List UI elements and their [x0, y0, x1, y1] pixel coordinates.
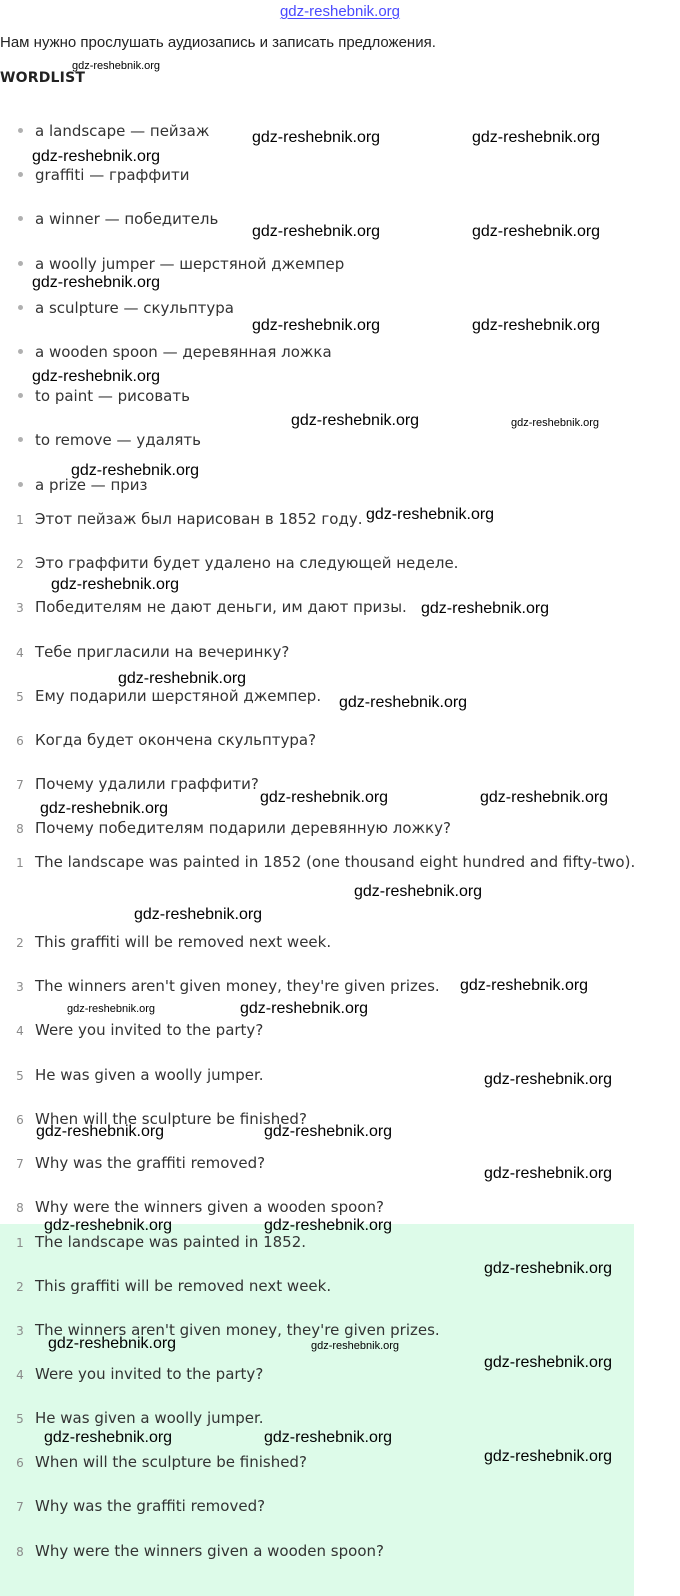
- sentence-text: When will the sculpture be finished?: [35, 1453, 307, 1471]
- sentence-number: 5: [16, 1069, 24, 1083]
- watermark: gdz-reshebnik.org: [252, 317, 381, 334]
- watermark: gdz-reshebnik.org: [40, 800, 169, 817]
- watermark: gdz-reshebnik.org: [291, 412, 420, 429]
- site-header-link[interactable]: gdz-reshebnik.org: [279, 3, 401, 20]
- bullet-icon: [18, 172, 23, 177]
- watermark: gdz-reshebnik.org: [48, 1335, 177, 1352]
- sentence-text: The landscape was painted in 1852.: [35, 1233, 307, 1251]
- watermark: gdz-reshebnik.org: [472, 129, 601, 146]
- sentence-number: 4: [16, 1024, 24, 1038]
- wordlist-title: WORDLIST: [0, 70, 86, 86]
- watermark: gdz-reshebnik.org: [67, 1003, 156, 1015]
- watermark: gdz-reshebnik.org: [484, 1165, 613, 1182]
- sentence-number: 1: [16, 1236, 24, 1250]
- sentence-number: 1: [16, 513, 24, 527]
- sentence-text: Why was the graffiti removed?: [35, 1497, 266, 1515]
- sentence-number: 5: [16, 1412, 24, 1426]
- watermark: gdz-reshebnik.org: [240, 1000, 369, 1017]
- sentence-number: 6: [16, 1456, 24, 1470]
- sentence-number: 3: [16, 601, 24, 615]
- sentence-number: 8: [16, 822, 24, 836]
- sentence-text: Почему победителям подарили деревянную ложку?: [35, 819, 451, 837]
- watermark: gdz-reshebnik.org: [339, 694, 468, 711]
- watermark: gdz-reshebnik.org: [51, 576, 180, 593]
- watermark: gdz-reshebnik.org: [36, 1123, 165, 1140]
- bullet-icon: [18, 437, 23, 442]
- sentence-number: 1: [16, 856, 24, 870]
- watermark: gdz-reshebnik.org: [32, 274, 161, 291]
- sentence-text: When will the sculpture be finished?: [35, 1110, 307, 1128]
- sentence-text: Победителям не дают деньги, им дают призы.: [35, 598, 407, 616]
- sentence-number: 2: [16, 936, 24, 950]
- watermark: gdz-reshebnik.org: [484, 1260, 613, 1277]
- sentence-number: 3: [16, 980, 24, 994]
- sentence-number: 8: [16, 1545, 24, 1559]
- bullet-icon: [18, 261, 23, 266]
- task-intro: Нам нужно прослушать аудиозапись и записать предложения.: [0, 34, 436, 51]
- watermark: gdz-reshebnik.org: [484, 1354, 613, 1371]
- sentence-number: 7: [16, 1500, 24, 1514]
- watermark: gdz-reshebnik.org: [118, 670, 247, 687]
- watermark: gdz-reshebnik.org: [484, 1071, 613, 1088]
- watermark: gdz-reshebnik.org: [32, 148, 161, 165]
- watermark: gdz-reshebnik.org: [264, 1123, 393, 1140]
- sentence-text: Это граффити будет удалено на следующей неделе.: [35, 554, 459, 572]
- watermark: gdz-reshebnik.org: [44, 1217, 173, 1234]
- watermark: gdz-reshebnik.org: [366, 506, 495, 523]
- sentence-number: 4: [16, 1368, 24, 1382]
- sentence-number: 2: [16, 1280, 24, 1294]
- sentence-text: Этот пейзаж был нарисован в 1852 году.: [35, 510, 363, 528]
- watermark: gdz-reshebnik.org: [134, 906, 263, 923]
- watermark: gdz-reshebnik.org: [354, 883, 483, 900]
- watermark: gdz-reshebnik.org: [72, 60, 161, 72]
- sentence-number: 4: [16, 646, 24, 660]
- watermark: gdz-reshebnik.org: [264, 1217, 393, 1234]
- sentence-text: Were you invited to the party?: [35, 1365, 264, 1383]
- watermark: gdz-reshebnik.org: [71, 462, 200, 479]
- watermark: gdz-reshebnik.org: [480, 789, 609, 806]
- sentence-text: He was given a woolly jumper.: [35, 1066, 264, 1084]
- watermark: gdz-reshebnik.org: [472, 317, 601, 334]
- sentence-text: Когда будет окончена скульптура?: [35, 731, 317, 749]
- watermark: gdz-reshebnik.org: [511, 417, 600, 429]
- sentence-text: The winners aren't given money, they're given prizes.: [35, 1321, 440, 1339]
- sentence-number: 3: [16, 1324, 24, 1338]
- bullet-icon: [18, 482, 23, 487]
- watermark: gdz-reshebnik.org: [252, 223, 381, 240]
- sentence-number: 6: [16, 734, 24, 748]
- watermark: gdz-reshebnik.org: [260, 789, 389, 806]
- sentence-number: 2: [16, 557, 24, 571]
- sentence-number: 7: [16, 1157, 24, 1171]
- sentence-text: Were you invited to the party?: [35, 1021, 264, 1039]
- sentence-number: 8: [16, 1201, 24, 1215]
- bullet-icon: [18, 349, 23, 354]
- sentence-text: This graffiti will be removed next week.: [35, 1277, 332, 1295]
- watermark: gdz-reshebnik.org: [460, 977, 589, 994]
- watermark: gdz-reshebnik.org: [484, 1448, 613, 1465]
- watermark: gdz-reshebnik.org: [311, 1340, 400, 1352]
- bullet-icon: [18, 393, 23, 398]
- bullet-icon: [18, 305, 23, 310]
- sentence-text: Why were the winners given a wooden spoon?: [35, 1198, 384, 1216]
- sentence-text: Ему подарили шерстяной джемпер.: [35, 687, 322, 705]
- watermark: gdz-reshebnik.org: [252, 129, 381, 146]
- sentence-text: Why were the winners given a wooden spoon?: [35, 1542, 384, 1560]
- sentence-number: 7: [16, 778, 24, 792]
- bullet-icon: [18, 216, 23, 221]
- sentence-text: This graffiti will be removed next week.: [35, 933, 332, 951]
- watermark: gdz-reshebnik.org: [421, 600, 550, 617]
- watermark: gdz-reshebnik.org: [472, 223, 601, 240]
- sentence-number: 6: [16, 1113, 24, 1127]
- sentence-text: Why was the graffiti removed?: [35, 1154, 266, 1172]
- sentence-text: Почему удалили граффити?: [35, 775, 259, 793]
- sentence-text: Тебе пригласили на вечеринку?: [35, 643, 290, 661]
- sentence-text: He was given a woolly jumper.: [35, 1409, 264, 1427]
- watermark: gdz-reshebnik.org: [44, 1429, 173, 1446]
- sentence-text: The winners aren't given money, they're given prizes.: [35, 977, 440, 995]
- watermark: gdz-reshebnik.org: [264, 1429, 393, 1446]
- bullet-icon: [18, 128, 23, 133]
- sentence-text: The landscape was painted in 1852 (one thousand eight hundred and fifty-two).: [35, 853, 636, 871]
- sentence-number: 5: [16, 690, 24, 704]
- watermark: gdz-reshebnik.org: [32, 368, 161, 385]
